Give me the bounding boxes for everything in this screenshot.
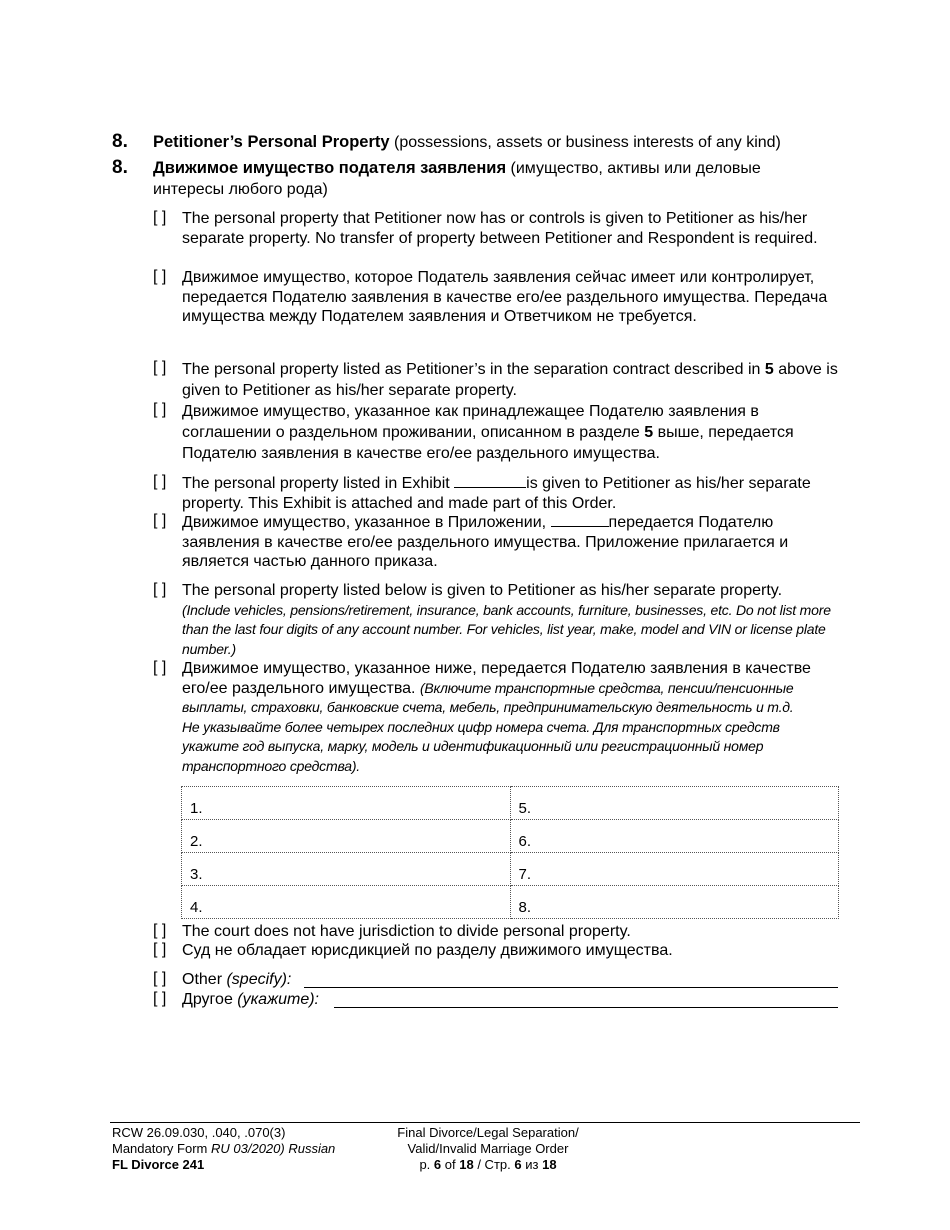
option1-en-text: The personal property that Petitioner now has or controls is given to Petitioner as his/her separate property. No transfer of property between Petitioner and Respondent is required. xyxy=(182,210,818,247)
footer-page-sep: / Стр. xyxy=(477,1157,511,1172)
footer-rcw: RCW 26.09.030, .040, .070(3) xyxy=(112,1125,286,1140)
footer-page-of-ru: из xyxy=(525,1157,539,1172)
exhibit-blank[interactable] xyxy=(454,473,526,488)
section-title-ru xyxy=(153,158,833,200)
option6-ru-checkbox[interactable]: [ ] xyxy=(153,990,167,1007)
option2-en-a: The personal property listed as Petitioner’s in the separation contract described in xyxy=(182,361,761,378)
property-table xyxy=(181,786,839,919)
footer-mandatory xyxy=(112,1141,335,1157)
option4-en-main: The personal property listed below is given to Petitioner as his/her separate property. xyxy=(182,582,783,599)
table-row xyxy=(182,886,839,919)
option4-ru-note: (Включите транспортные средства, пенсии/пенсионные выплаты, страховки, банковские счета, мебель, предпринимательскую деятельность и т.д. Не указывайте более четырех последних цифр номера счета. Для транспортных средств укажите год выпуска, марку, модель и идентификационный или регистрационный номер транспортного средства). xyxy=(182,679,794,774)
option3-en-checkbox[interactable]: [ ] xyxy=(153,473,167,490)
option4-en-checkbox[interactable]: [ ] xyxy=(153,581,167,598)
option3-en-a: The personal property listed in Exhibit xyxy=(182,475,450,492)
option5-ru-text: Суд не обладает юрисдикцией по разделу движимого имущества. xyxy=(182,942,673,959)
option1-ru-text: Движимое имущество, которое Податель заявления сейчас имеет или контролирует, передается Подателю заявления в качестве его/ее раздельного имущества. Передача имущества между Подателем заявления и Ответчиком не требуется. xyxy=(182,269,828,325)
option3-en-text xyxy=(182,473,822,513)
section-number: 8. xyxy=(112,131,128,152)
table-row xyxy=(182,853,839,886)
table-row xyxy=(182,787,839,820)
footer-title-line1: Final Divorce/Legal Separation/ xyxy=(397,1125,579,1140)
option3-ru-a: Движимое имущество, указанное в Приложении, xyxy=(182,514,547,531)
option2-ru-checkbox[interactable]: [ ] xyxy=(153,401,167,418)
option6-ru-text xyxy=(182,990,319,1010)
other-input-line[interactable] xyxy=(304,972,838,988)
table-cell[interactable]: 2. xyxy=(182,820,511,853)
table-cell[interactable]: 4. xyxy=(182,886,511,919)
option2-en-checkbox[interactable]: [ ] xyxy=(153,359,167,376)
option5-ru-checkbox[interactable]: [ ] xyxy=(153,941,167,958)
footer-page-of: of xyxy=(444,1157,456,1172)
footer-left xyxy=(112,1125,335,1173)
option2-en-b: above is given to Petitioner as his/her separate property. xyxy=(182,361,838,399)
option5-en-text: The court does not have jurisdiction to divide personal property. xyxy=(182,923,631,940)
section-number-ru: 8. xyxy=(112,157,128,178)
option3-ru-checkbox[interactable]: [ ] xyxy=(153,512,167,529)
footer-form-name: FL Divorce 241 xyxy=(112,1157,205,1172)
option3-en-b: is given to Petitioner as his/her separate property. This Exhibit is attached and made part of this Order. xyxy=(182,475,811,512)
option6-en-text xyxy=(182,970,291,990)
option2-ru-b: выше, передается Подателю заявления в качестве его/ее раздельного имущества. xyxy=(182,424,794,462)
option4-ru-main: Движимое имущество, указанное ниже, передается Подателю заявления в качестве его/ее раздельного имущества. xyxy=(182,660,811,697)
footer-page xyxy=(380,1157,596,1173)
exhibit-blank-ru[interactable] xyxy=(551,512,609,527)
footer-mandatory-prefix: Mandatory Form xyxy=(112,1141,208,1156)
other-label: Other xyxy=(182,971,223,988)
option3-ru-text xyxy=(182,512,842,572)
option2-ru-ref: 5 xyxy=(644,424,654,441)
footer-page-total: 18 xyxy=(459,1157,474,1172)
section-subtitle-ru: (имущество, активы или деловые интересы любого рода) xyxy=(153,160,761,198)
section-subtitle: (possessions, assets or business interests of any kind) xyxy=(394,134,781,151)
option3-ru-b: передается Подателю заявления в качестве его/ее раздельного имущества. Приложение прилагается и является частью данного приказа. xyxy=(182,514,789,570)
table-row xyxy=(182,820,839,853)
section-title-ru-text: Движимое имущество подателя заявления xyxy=(153,159,507,177)
table-cell[interactable]: 1. xyxy=(182,787,511,820)
section-title: Petitioner’s Personal Property xyxy=(153,133,390,151)
table-cell[interactable]: 5. xyxy=(510,787,839,820)
option6-en-checkbox[interactable]: [ ] xyxy=(153,970,167,987)
other-label-ru: Другое xyxy=(182,991,233,1008)
option4-en-note: (Include vehicles, pensions/retirement, insurance, bank accounts, furniture, businesses, etc. Do not list more than the last four digits of any account number. For vehicles, list year, make, model and VIN or license plate number.) xyxy=(182,601,831,657)
footer-divider xyxy=(110,1122,860,1123)
table-cell[interactable]: 7. xyxy=(510,853,839,886)
footer-page-num-ru: 6 xyxy=(514,1157,522,1172)
option1-en-checkbox[interactable]: [ ] xyxy=(153,209,167,226)
option1-ru-checkbox[interactable]: [ ] xyxy=(153,268,167,285)
other-specify-ru: (укажите): xyxy=(237,991,319,1008)
option2-en-text xyxy=(182,359,842,401)
table-cell[interactable]: 6. xyxy=(510,820,839,853)
option4-ru-checkbox[interactable]: [ ] xyxy=(153,659,167,676)
footer-center xyxy=(380,1125,596,1173)
option2-ru-text xyxy=(182,401,842,464)
option5-en-checkbox[interactable]: [ ] xyxy=(153,922,167,939)
other-input-line-ru[interactable] xyxy=(334,993,838,1008)
option2-ru-a: Движимое имущество, указанное как принадлежащее Подателю заявления в соглашении о раздельном проживании, описанном в разделе xyxy=(182,403,759,441)
option4-ru-text xyxy=(182,659,812,776)
footer-page-total-ru: 18 xyxy=(542,1157,557,1172)
footer-page-num: 6 xyxy=(433,1157,442,1172)
footer-title-line2: Valid/Invalid Marriage Order xyxy=(407,1141,569,1156)
option2-en-ref: 5 xyxy=(764,361,774,378)
other-specify: (specify): xyxy=(226,971,292,988)
table-cell[interactable]: 8. xyxy=(510,886,839,919)
footer-mandatory-form: RU 03/2020) Russian xyxy=(211,1141,336,1156)
table-cell[interactable]: 3. xyxy=(182,853,511,886)
option4-en-text xyxy=(182,581,842,659)
section-title-en xyxy=(153,132,853,153)
footer-page-p: p. xyxy=(419,1157,431,1172)
